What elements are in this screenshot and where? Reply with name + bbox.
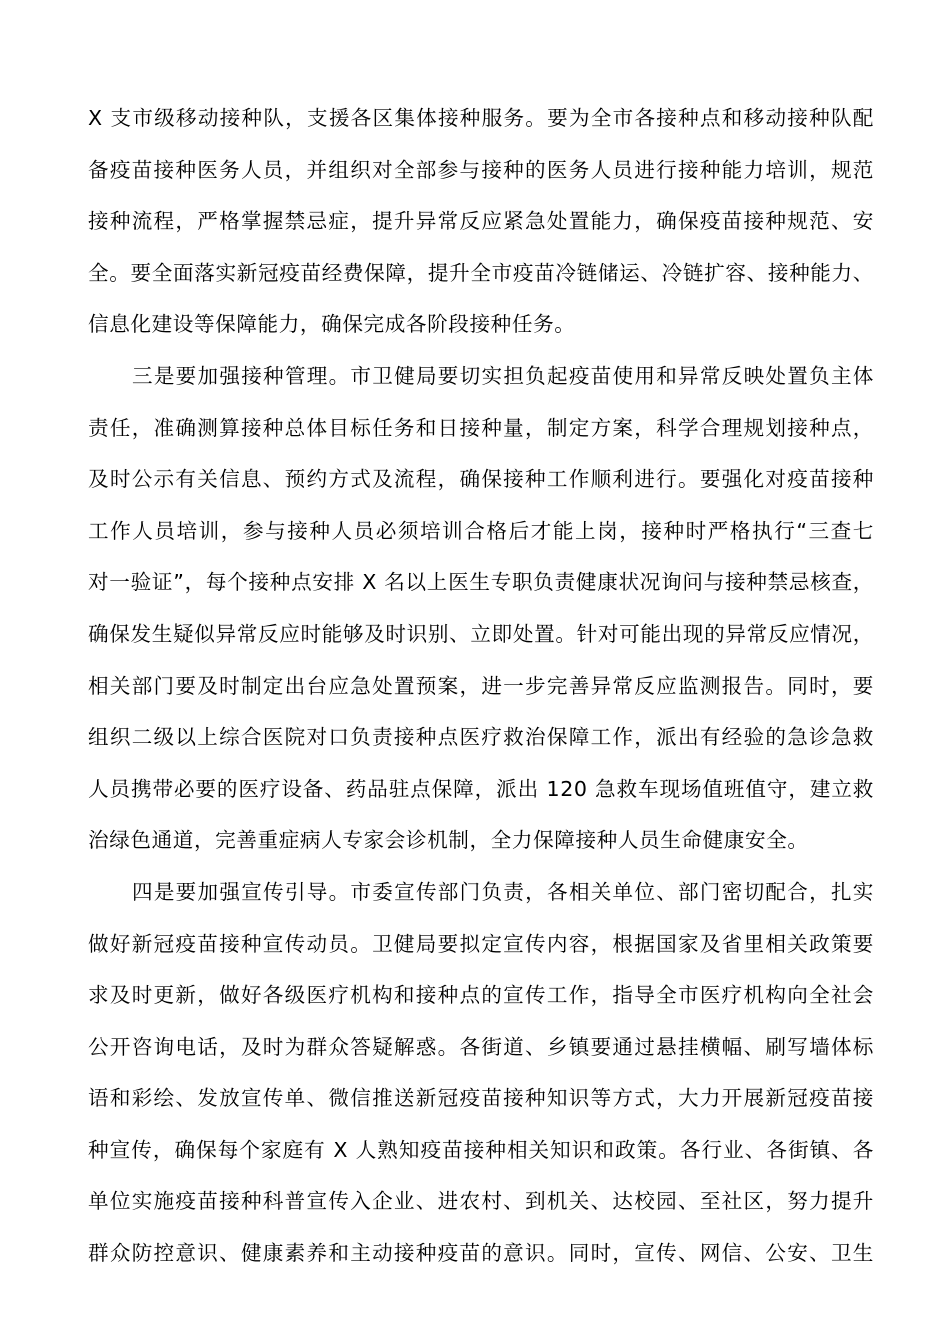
paragraph-2-line-6: 确保发生疑似异常反应时能够及时识别、立即处置。针对可能出现的异常反应情况， xyxy=(88,621,874,646)
paragraph-3-line-2: 做好新冠疫苗接种宣传动员。卫健局要拟定宣传内容，根据国家及省里相关政策要 xyxy=(88,931,874,956)
paragraph-1-line-3: 接种流程，严格掌握禁忌症，提升异常反应紧急处置能力，确保疫苗接种规范、安 xyxy=(88,209,874,234)
paragraph-2-line-10: 治绿色通道，完善重症病人专家会诊机制，全力保障接种人员生命健康安全。 xyxy=(88,828,809,853)
paragraph-2-line-3: 及时公示有关信息、预约方式及流程，确保接种工作顺利进行。要强化对疫苗接种 xyxy=(88,467,874,492)
paragraph-2-line-8: 组织二级以上综合医院对口负责接种点医疗救治保障工作，派出有经验的急诊急救 xyxy=(88,725,874,750)
paragraph-2-line-5: 对一验证”，每个接种点安排 X 名以上医生专职负责健康状况询问与接种禁忌核查， xyxy=(88,570,874,595)
paragraph-3-line-5: 语和彩绘、发放宣传单、微信推送新冠疫苗接种知识等方式，大力开展新冠疫苗接 xyxy=(88,1086,874,1111)
paragraph-1-line-2: 备疫苗接种医务人员，并组织对全部参与接种的医务人员进行接种能力培训，规范 xyxy=(88,157,874,182)
paragraph-2-line-7: 相关部门要及时制定出台应急处置预案，进一步完善异常反应监测报告。同时，要 xyxy=(88,673,874,698)
paragraph-1-line-5: 信息化建设等保障能力，确保完成各阶段接种任务。 xyxy=(88,312,576,337)
paragraph-2-line-1: 三是要加强接种管理。市卫健局要切实担负起疫苗使用和异常反映处置负主体 xyxy=(132,363,874,388)
paragraph-3-line-4: 公开咨询电话，及时为群众答疑解惑。各街道、乡镇要通过悬挂横幅、刷写墙体标 xyxy=(88,1034,874,1059)
paragraph-3-line-7: 单位实施疫苗接种科普宣传入企业、进农村、到机关、达校园、至社区，努力提升 xyxy=(88,1189,874,1214)
paragraph-2-line-2: 责任，准确测算接种总体目标任务和日接种量，制定方案，科学合理规划接种点， xyxy=(88,415,874,440)
paragraph-3-line-1: 四是要加强宣传引导。市委宣传部门负责，各相关单位、部门密切配合，扎实 xyxy=(132,879,874,904)
paragraph-3-line-6: 种宣传，确保每个家庭有 X 人熟知疫苗接种相关知识和政策。各行业、各街镇、各 xyxy=(88,1137,874,1162)
paragraph-1-line-1: X 支市级移动接种队，支援各区集体接种服务。要为全市各接种点和移动接种队配 xyxy=(88,106,874,130)
paragraph-2-line-4: 工作人员培训，参与接种人员必须培训合格后才能上岗，接种时严格执行“三查七 xyxy=(88,518,874,543)
paragraph-1-line-4: 全。要全面落实新冠疫苗经费保障，提升全市疫苗冷链储运、冷链扩容、接种能力、 xyxy=(88,260,874,285)
paragraph-2-line-9: 人员携带必要的医疗设备、药品驻点保障，派出 120 急救车现场值班值守，建立救 xyxy=(88,776,874,801)
paragraph-3-line-8: 群众防控意识、健康素养和主动接种疫苗的意识。同时，宣传、网信、公安、卫生 xyxy=(88,1241,874,1266)
document-body xyxy=(88,93,874,1280)
paragraph-3-line-3: 求及时更新，做好各级医疗机构和接种点的宣传工作，指导全市医疗机构向全社会 xyxy=(88,983,874,1008)
